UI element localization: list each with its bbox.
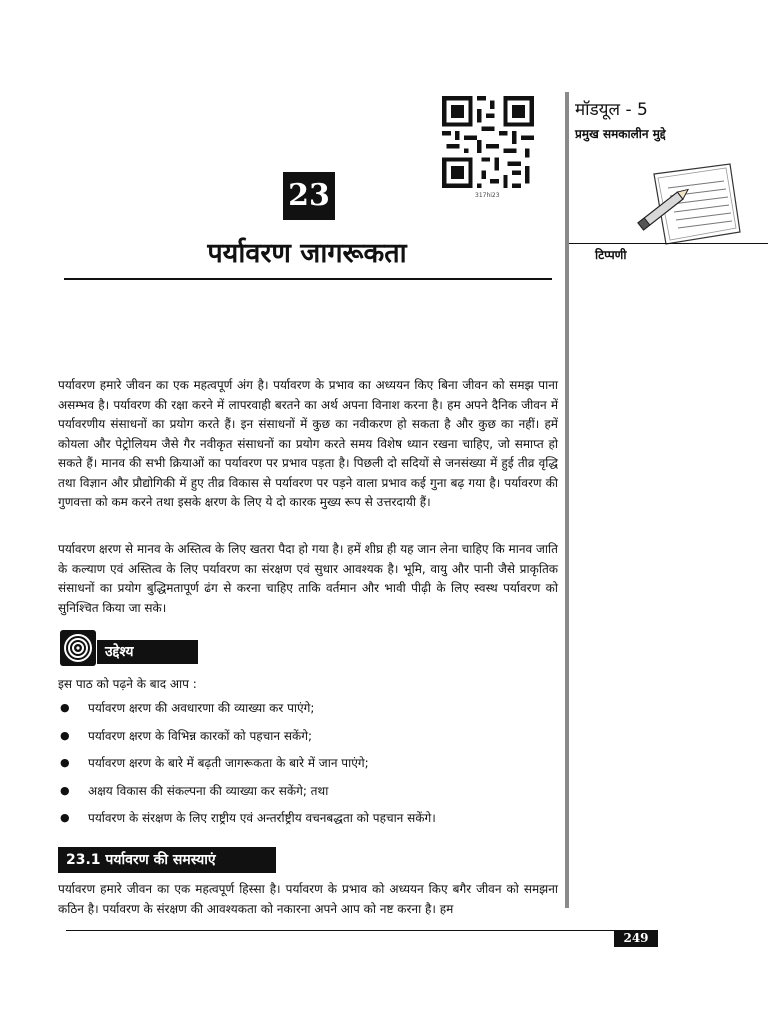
- chapter-title: पर्यावरण जागरूकता: [207, 238, 407, 269]
- footer-divider: [66, 930, 658, 931]
- bullet-icon: ●: [60, 811, 70, 824]
- page-number: 249: [614, 930, 658, 947]
- objective-text: पर्यावरण क्षरण के विभिन्न कारकों को पहचान सकेंगे;: [88, 728, 312, 743]
- list-item: [58, 699, 558, 727]
- list-item: [58, 727, 558, 755]
- notes-pencil-icon: [632, 162, 744, 250]
- list-item: [58, 754, 558, 782]
- objective-text: पर्यावरण के संरक्षण के लिए राष्ट्रीय एवं अन्तर्राष्ट्रीय वचनबद्धता को पहचान सकेंगे।: [88, 811, 436, 825]
- margin-divider: [565, 92, 569, 908]
- list-item: [58, 782, 558, 810]
- bullet-icon: ●: [60, 728, 70, 742]
- section-paragraph: पर्यावरण हमारे जीवन का एक महत्वपूर्ण हिस्सा है। पर्यावरण के प्रभाव को अध्ययन किए बगैर जीवन को समझना कठिन है। पर्यावरण के संरक्षण की आवश्यकता को नकारना अपने आप को नष्ट करना है। हम: [58, 882, 558, 916]
- list-item: [58, 809, 558, 837]
- bullet-icon: ●: [60, 783, 70, 797]
- objective-text: पर्यावरण क्षरण के बारे में बढ़ती जागरूकता के बारे में जान पाएंगे;: [88, 756, 369, 770]
- section-heading: 23.1 पर्यावरण की समस्याएं: [58, 847, 276, 873]
- objectives-heading: उद्देश्य: [97, 640, 198, 664]
- objective-text: पर्यावरण क्षरण की अवधारणा की व्याख्या कर पाएंगे;: [88, 701, 315, 715]
- intro-paragraph-1: पर्यावरण हमारे जीवन का एक महत्वपूर्ण अंग है। पर्यावरण के प्रभाव का अध्ययन किए बिना जीवन को समझ पाना असम्भव है। पर्यावरण की रक्षा करने में लापरवाही बरतने का अर्थ अपना विनाश करना है। हम अपने दैनिक जीवन में पर्यावरणीय संसाधनों का प्रयोग करते हैं। इन संसाधनों में कुछ का नवीकरण हो सकता है और कुछ का नहीं। हमें कोयला और पेट्रोलियम जैसे गैर नवीकृत संसाधनों का प्रयोग करते समय विशेष ध्यान रखना चाहिए, जो समाप्त हो सकते हैं। मानव की सभी क्रियाओं का पर्यावरण पर प्रभाव पड़ता है। पिछली दो सदियों से जनसंख्या में हुई तीव्र वृद्धि तथा विज्ञान और प्रौद्योगिकी में हुए तीव्र विकास से पर्यावरण पर पड़ने वाला प्रभाव कई गुना बढ़ गया है। पर्यावरण की गुणवत्ता को कम करने तथा इसके क्षरण के लिए ये दो कारक मुख्य रूप से उत्तरदायी हैं।: [58, 378, 558, 509]
- qr-code-icon: [439, 96, 537, 188]
- notes-divider: [569, 243, 768, 244]
- target-swirl-icon: [60, 630, 96, 666]
- chapter-number: 23: [283, 172, 335, 220]
- objectives-intro: इस पाठ को पढ़ने के बाद आप :: [58, 677, 197, 691]
- notes-label: टिप्पणी: [595, 248, 627, 262]
- bullet-icon: ●: [60, 701, 70, 714]
- bullet-icon: ●: [60, 756, 70, 769]
- qr-code-text: 317hi23: [475, 192, 500, 199]
- module-subtitle: प्रमुख समकालीन मुद्दे: [575, 127, 666, 141]
- module-label: मॉडयूल - 5: [575, 100, 648, 120]
- objective-text: अक्षय विकास की संकल्पना की व्याख्या कर सकेंगे; तथा: [88, 783, 329, 798]
- objectives-list: [58, 699, 558, 837]
- title-divider: [64, 278, 552, 280]
- intro-paragraph-2: पर्यावरण क्षरण से मानव के अस्तित्व के लिए खतरा पैदा हो गया है। हमें शीघ्र ही यह जान लेना चाहिए कि मानव जाति के कल्याण एवं अस्तित्व के लिए पर्यावरण का संरक्षण एवं सुधार आवश्यक है। भूमि, वायु और पानी जैसे प्राकृतिक संसाधनों का प्रयोग बुद्धिमतापूर्ण ढंग से करना चाहिए ताकि वर्तमान और भावी पीढ़ी के लिए स्वस्थ पर्यावरण को सुनिश्चित किया जा सके।: [58, 542, 558, 615]
